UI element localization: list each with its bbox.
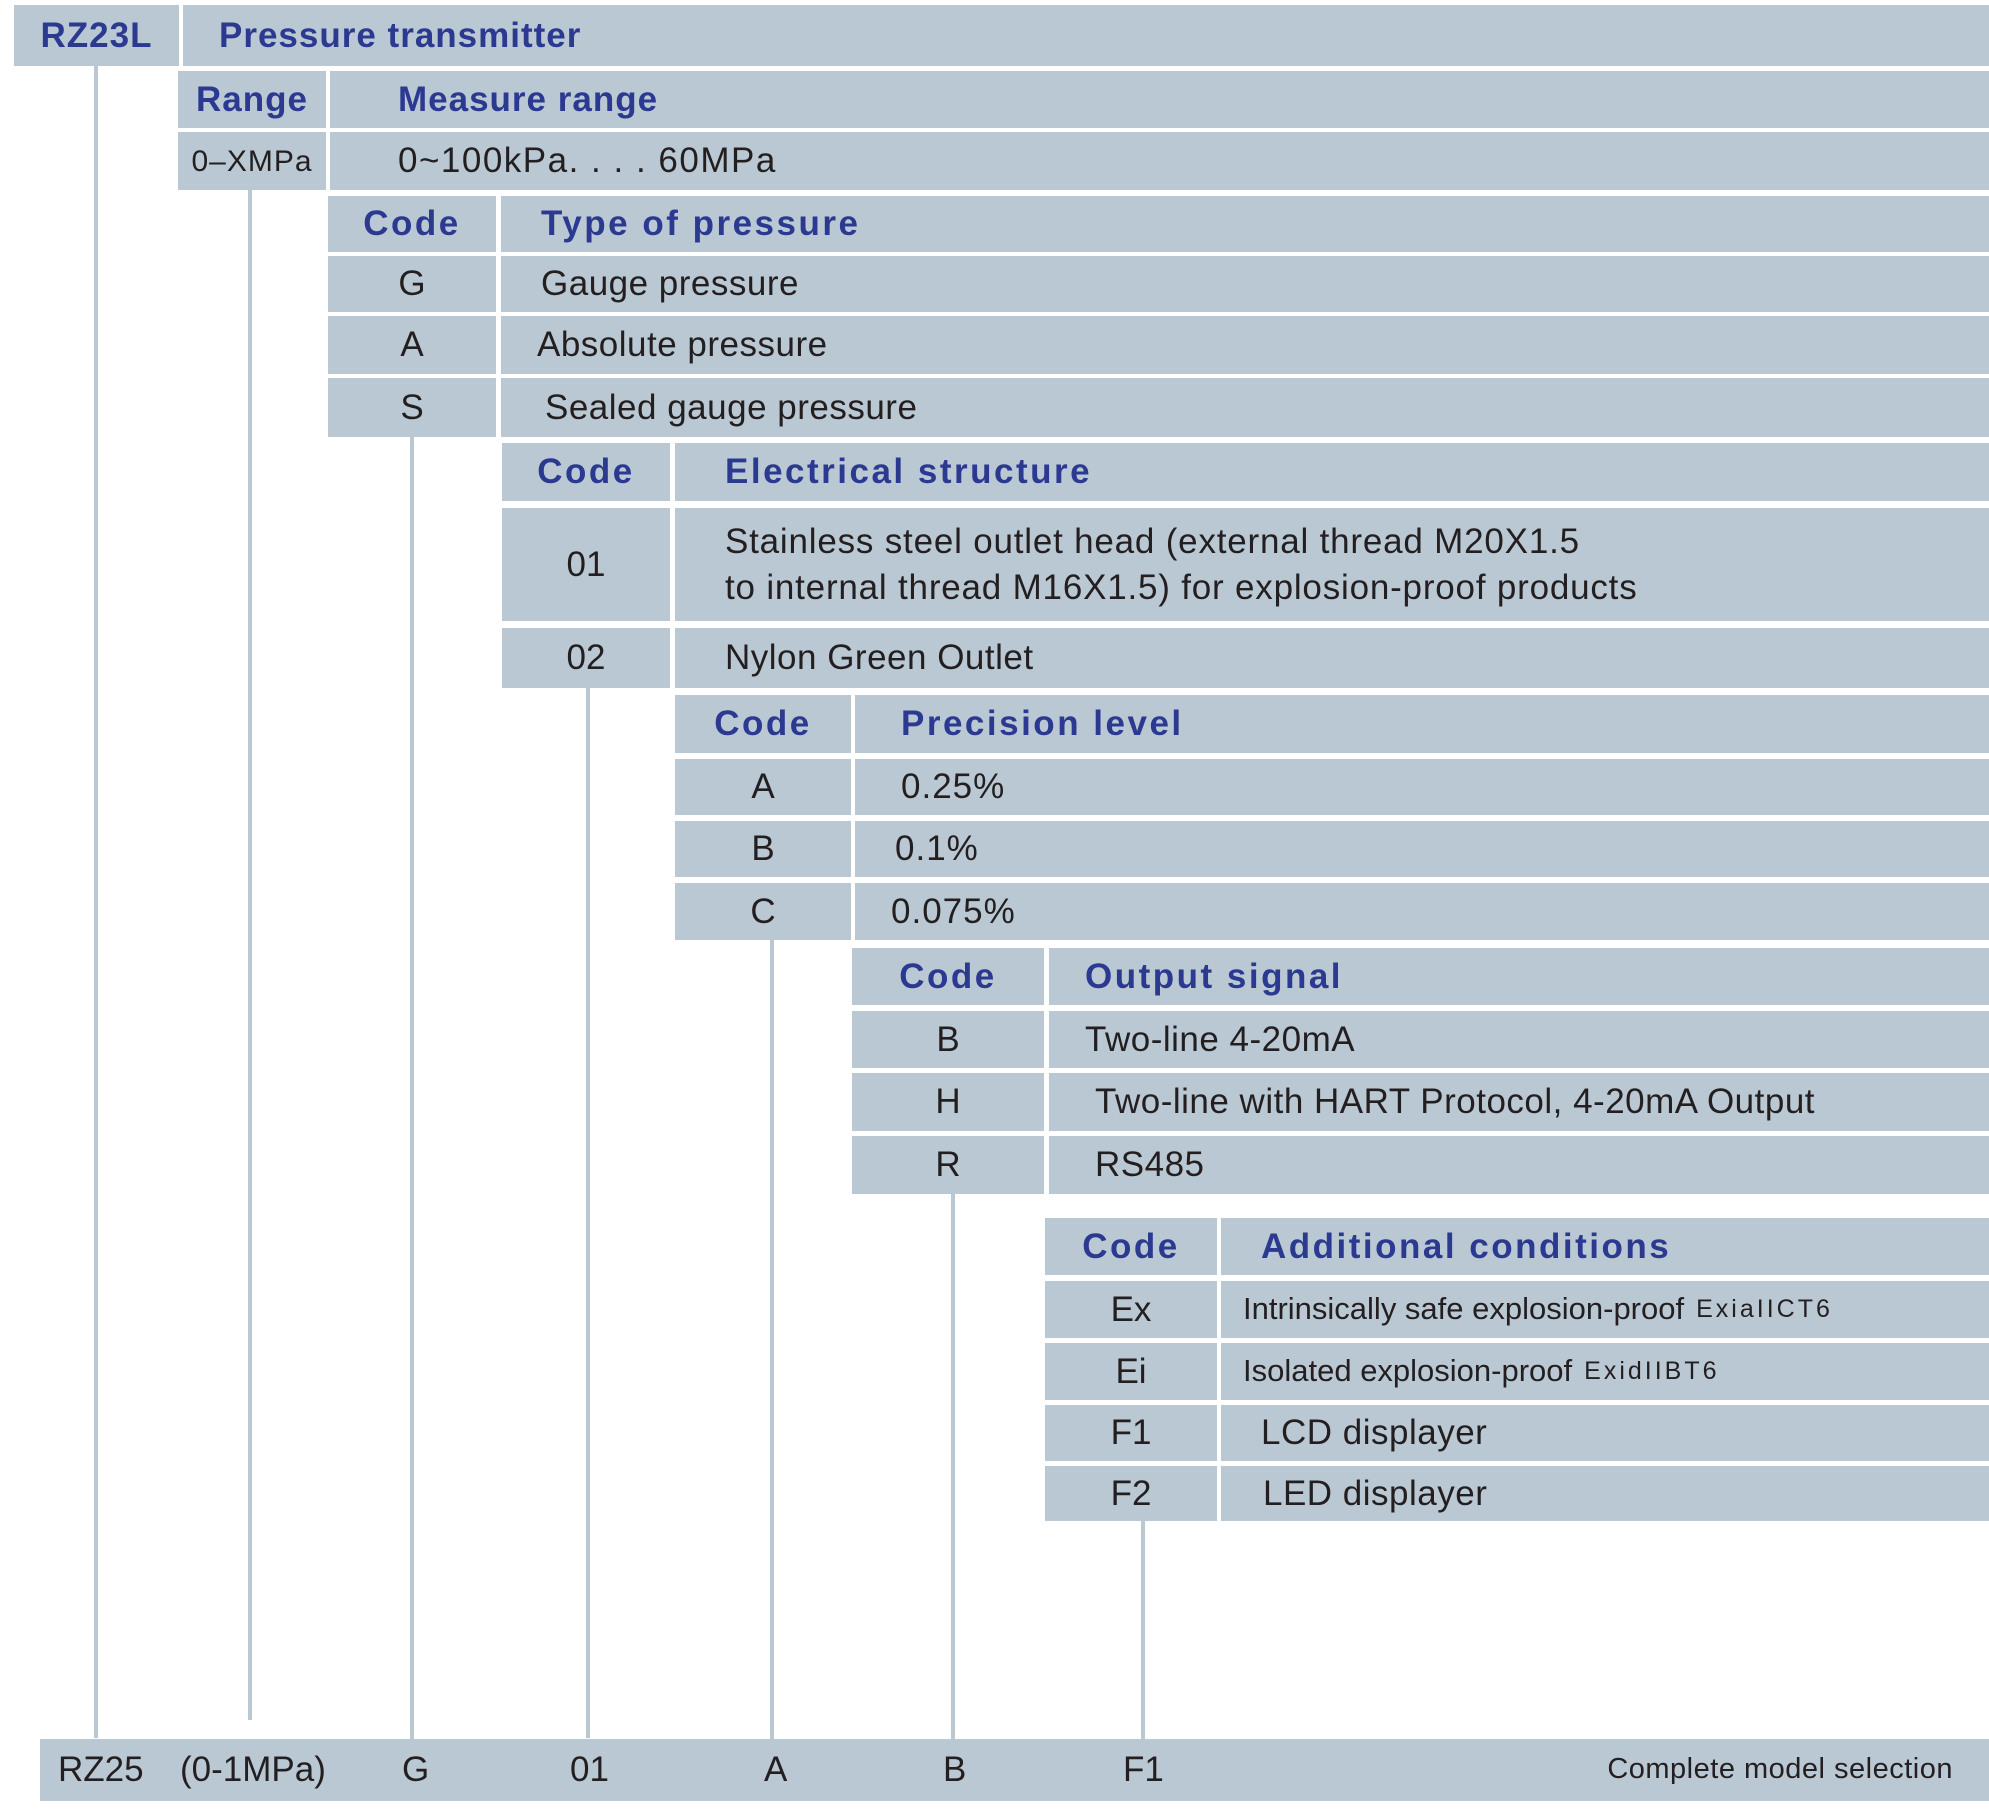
example-pressure: G: [402, 1750, 430, 1790]
additional-code: F1: [1045, 1405, 1217, 1461]
connector-range: [248, 190, 252, 1720]
additional-label-suffix: ExidIIBT6: [1584, 1357, 1720, 1386]
output-label: Two-line 4-20mA: [1049, 1011, 1989, 1068]
range-code: 0–XMPa: [178, 132, 326, 190]
pressure-type-label: Gauge pressure: [501, 256, 1989, 312]
range-code-header: Range: [178, 71, 326, 128]
connector-model: [94, 66, 98, 1738]
additional-label: LED displayer: [1221, 1466, 1989, 1521]
output-code-header: Code: [852, 948, 1044, 1005]
connector-output: [951, 1192, 955, 1739]
electrical-label: [675, 508, 1989, 621]
precision-code: C: [675, 883, 851, 940]
additional-code: Ex: [1045, 1281, 1217, 1338]
output-label-header: Output signal: [1049, 948, 1989, 1005]
additional-label: LCD displayer: [1221, 1405, 1989, 1461]
example-additional: F1: [1123, 1750, 1164, 1790]
output-label: Two-line with HART Protocol, 4-20mA Output: [1049, 1073, 1989, 1131]
precision-label-header: Precision level: [855, 695, 1989, 753]
connector-electrical: [586, 688, 590, 1738]
example-caption: Complete model selection: [1607, 1753, 1953, 1786]
electrical-label: Nylon Green Outlet: [675, 628, 1989, 688]
pressure-type-code: G: [328, 256, 496, 312]
additional-label-suffix: ExiaIICT6: [1696, 1295, 1833, 1324]
connector-additional: [1141, 1521, 1145, 1739]
precision-label: 0.25%: [855, 759, 1989, 815]
model-name: Pressure transmitter: [183, 5, 1989, 66]
additional-code: F2: [1045, 1466, 1217, 1521]
precision-code-header: Code: [675, 695, 851, 753]
additional-label: [1221, 1343, 1989, 1400]
connector-pressure-type: [410, 437, 414, 1739]
additional-label: [1221, 1281, 1989, 1338]
example-electrical: 01: [570, 1750, 609, 1790]
electrical-label-header: Electrical structure: [675, 443, 1989, 501]
electrical-code: 01: [502, 508, 670, 621]
connector-precision: [770, 940, 774, 1739]
additional-code-header: Code: [1045, 1218, 1217, 1275]
pressure-type-code-header: Code: [328, 196, 496, 252]
additional-label-header: Additional conditions: [1221, 1218, 1989, 1275]
electrical-code: 02: [502, 628, 670, 688]
precision-code: A: [675, 759, 851, 815]
precision-code: B: [675, 821, 851, 877]
electrical-label-line: to internal thread M16X1.5) for explosion-proof products: [725, 567, 1638, 607]
pressure-type-label: Sealed gauge pressure: [501, 378, 1989, 437]
example-precision: A: [764, 1750, 788, 1790]
output-code: R: [852, 1136, 1044, 1194]
additional-label-text: Isolated explosion-proof: [1243, 1353, 1573, 1389]
additional-label-text: Intrinsically safe explosion-proof: [1243, 1291, 1685, 1327]
range-label-header: Measure range: [330, 71, 1989, 128]
output-label: RS485: [1049, 1136, 1989, 1194]
pressure-type-label: Absolute pressure: [501, 316, 1989, 374]
electrical-code-header: Code: [502, 443, 670, 501]
example-range: (0-1MPa): [180, 1750, 326, 1790]
example-model: RZ25: [58, 1750, 144, 1790]
precision-label: 0.1%: [855, 821, 1989, 877]
precision-label: 0.075%: [855, 883, 1989, 940]
output-code: B: [852, 1011, 1044, 1068]
range-value: 0~100kPa. . . . 60MPa: [330, 132, 1989, 190]
pressure-type-code: S: [328, 378, 496, 437]
pressure-type-code: A: [328, 316, 496, 374]
additional-code: Ei: [1045, 1343, 1217, 1400]
pressure-type-label-header: Type of pressure: [501, 196, 1989, 252]
output-code: H: [852, 1073, 1044, 1131]
example-output: B: [943, 1750, 967, 1790]
electrical-label-line: Stainless steel outlet head (external thread M20X1.5: [725, 522, 1580, 561]
model-code: RZ23L: [14, 5, 179, 66]
